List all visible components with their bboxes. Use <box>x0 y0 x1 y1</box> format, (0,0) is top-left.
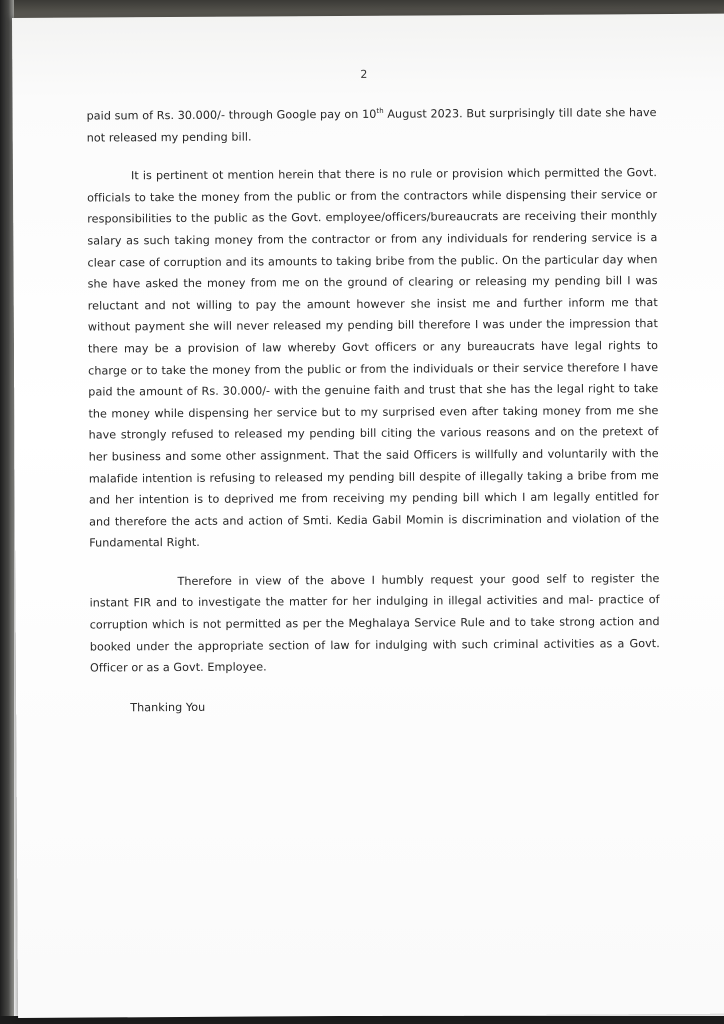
page-number: 2 <box>360 67 368 81</box>
ordinal-suffix: th <box>376 106 384 116</box>
letter-page <box>12 14 724 1018</box>
paragraph-2: It is pertinent ot mention herein that there is no rule or provision which permitted the Govt. officials to take the money from the public or from the contractors while dispensing their service or responsibilities to the public as the Govt. employee/officers/bureaucrats are receiving their monthly salary as such taking money from the contractor or from any individuals for rendering service is a clear case of corruption and its amounts to taking bribe from the public. On the particular day when she have asked the money from me on the ground of clearing or releasing my pending bill I was reluctant and not willing to pay the amount however she insist me and further inform me that without payment she will never released my pending bill therefore I was under the impression that there may be a provision of law whereby Govt officers or any bureaucrats have legal rights to charge or to take the money from the public or from the individuals or their service therefore I have paid the amount of Rs. 30.000/- with the genuine faith and trust that she has the legal right to take the money while dispensing her service but to my surprised even after taking money from me she have strongly refused to released my pending bill citing the various reasons and on the pretext of her business and some other assignment. That the said Officers is willfully and voluntarily with the malafide intention is refusing to released my pending bill despite of illegally taking a bribe from me and her intention is to deprived me from receiving my pending bill which I am legally entitled for and therefore the acts and action of Smti. Kedia Gabil Momin is discrimination and violation of the Fundamental Right. <box>87 166 660 550</box>
paragraph-1-text: paid sum of Rs. 30.000/- through Google pay on 10 <box>86 107 377 123</box>
letter-body <box>87 102 661 719</box>
paragraph-1 <box>87 102 657 149</box>
paragraph-1-text-end: August 2023. But surprisingly till date she have not released my pending bill. <box>86 106 657 145</box>
paragraph-3: Therefore in view of the above I humbly request your good self to register the instant FIR and to investigate the matter for her indulging in illegal activities and mal- practice of corruption which is not permitted as per the Meghalaya Service Rule and to take strong action and booked under the appropriate section of law for indulging with such criminal activities as a Govt. Officer or as a Govt. Employee. <box>89 571 660 675</box>
closing-salutation: Thanking You <box>130 700 206 715</box>
